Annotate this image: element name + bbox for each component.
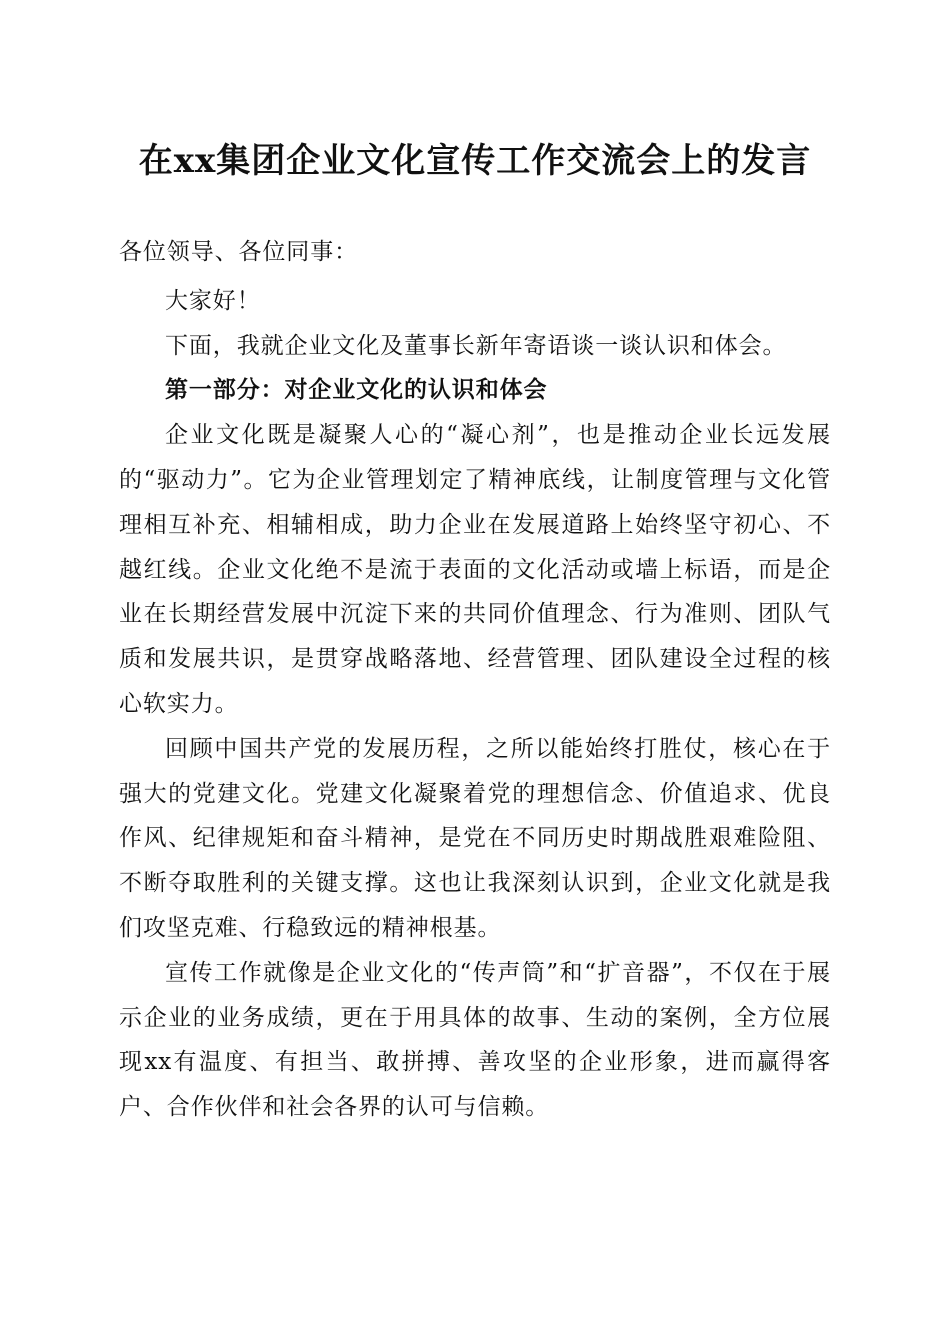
section-heading: 第一部分：对企业文化的认识和体会: [165, 376, 548, 404]
body-paragraph-3: 宣传工作就像是企业文化的“传声筒”和“扩音器”，不仅在于展示企业的业务成绩，更在于用具体的故事、生动的案例，全方位展现xx有温度、有担当、敢拼搏、善攻坚的企业形象，进而赢得客户、合作伙伴和社会各界的认可与信赖。: [119, 959, 831, 1121]
greeting: 大家好！: [165, 287, 261, 314]
salutation: 各位领导、各位同事：: [119, 239, 358, 265]
body-paragraph-2: 回顾中国共产党的发展历程，之所以能始终打胜仗，核心在于强大的党建文化。党建文化凝聚着党的理想信念、价值追求、优良作风、纪律规矩和奋斗精神，是党在不同历史时期战胜艰难险阻、不断夺取胜利的关键支撑。这也让我深刻认识到，企业文化就是我们攻坚克难、行稳致远的精神根基。: [119, 735, 831, 941]
body-paragraph-1: 企业文化既是凝聚人心的“凝心剂”，也是推动企业长远发展的“驱动力”。它为企业管理划定了精神底线，让制度管理与文化管理相互补充、相辅相成，助力企业在发展道路上始终坚守初心、不越红线。企业文化绝不是流于表面的文化活动或墙上标语，而是企业在长期经营发展中沉淀下来的共同价值理念、行为准则、团队气质和发展共识，是贯穿战略落地、经营管理、团队建设全过程的核心软实力。: [119, 422, 831, 717]
document-body: [119, 230, 831, 1130]
intro-paragraph: 下面，我就企业文化及董事长新年寄语谈一谈认识和体会。: [165, 332, 787, 359]
document-title: 在xx集团企业文化宣传工作交流会上的发言: [138, 141, 812, 181]
